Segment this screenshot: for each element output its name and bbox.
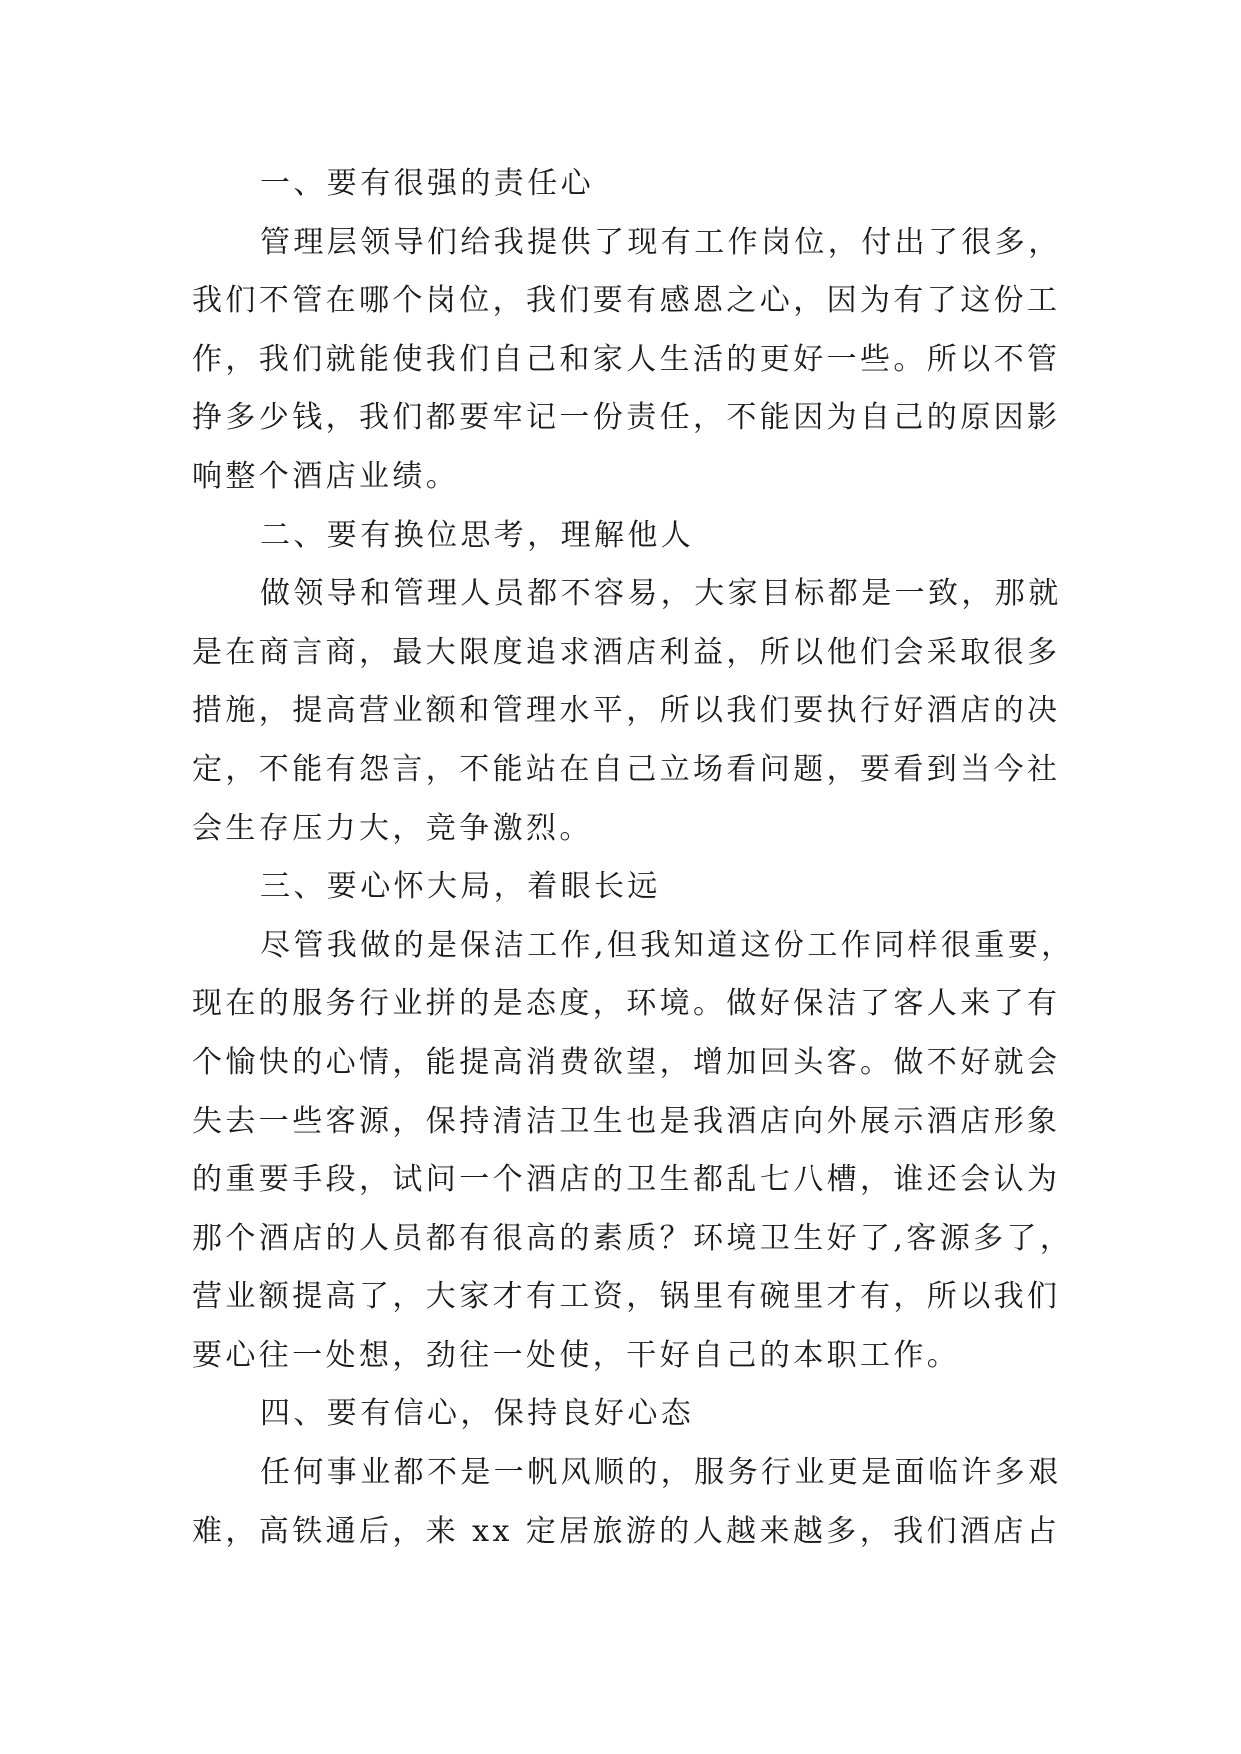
paragraph-line: 定，不能有怨言，不能站在自己立场看问题，要看到当今社 [192,751,1061,787]
section-heading-2: 二、要有换位思考，理解他人 [260,517,695,553]
paragraph-line: 作，我们就能使我们自己和家人生活的更好一些。所以不管 [192,341,1061,377]
document-body [192,155,1075,1561]
section-heading-4: 四、要有信心，保持良好心态 [260,1396,695,1432]
section-heading-3: 三、要心怀大局，着眼长远 [260,869,661,905]
paragraph-line: 是在商言商，最大限度追求酒店利益，所以他们会采取很多 [192,634,1061,670]
paragraph-line: 我们不管在哪个岗位，我们要有感恩之心，因为有了这份工 [192,283,1061,319]
paragraph-line: 挣多少钱，我们都要牢记一份责任，不能因为自己的原因影 [192,400,1061,436]
paragraph-line: 现在的服务行业拼的是态度，环境。做好保洁了客人来了有 [192,986,1061,1022]
paragraph-line: 失去一些客源，保持清洁卫生也是我酒店向外展示酒店形象 [192,1103,1061,1139]
paragraph-line: 措施，提高营业额和管理水平，所以我们要执行好酒店的决 [192,693,1061,729]
paragraph-line: 的重要手段，试问一个酒店的卫生都乱七八槽，谁还会认为 [192,1162,1061,1198]
paragraph-line: 管理层领导们给我提供了现有工作岗位，付出了很多， [260,224,1062,260]
paragraph-line: 个愉快的心情，能提高消费欲望，增加回头客。做不好就会 [192,1044,1061,1080]
paragraph-line: 难，高铁通后，来 xx 定居旅游的人越来越多，我们酒店占 [192,1513,1061,1549]
paragraph-line: 要心往一处想，劲往一处使，干好自己的本职工作。 [192,1337,961,1373]
paragraph-line: 响整个酒店业绩。 [192,458,460,494]
paragraph-line: 尽管我做的是保洁工作,但我知道这份工作同样很重要， [260,927,1075,963]
paragraph-line: 任何事业都不是一帆风顺的，服务行业更是面临许多艰 [260,1455,1062,1491]
paragraph-line: 营业额提高了，大家才有工资，锅里有碗里才有，所以我们 [192,1279,1061,1315]
section-heading-1: 一、要有很强的责任心 [260,166,594,201]
paragraph-line: 会生存压力大，竞争激烈。 [192,810,593,846]
paragraph-line: 做领导和管理人员都不容易，大家目标都是一致，那就 [260,576,1062,612]
paragraph-line: 那个酒店的人员都有很高的素质？环境卫生好了,客源多了， [192,1220,1074,1256]
